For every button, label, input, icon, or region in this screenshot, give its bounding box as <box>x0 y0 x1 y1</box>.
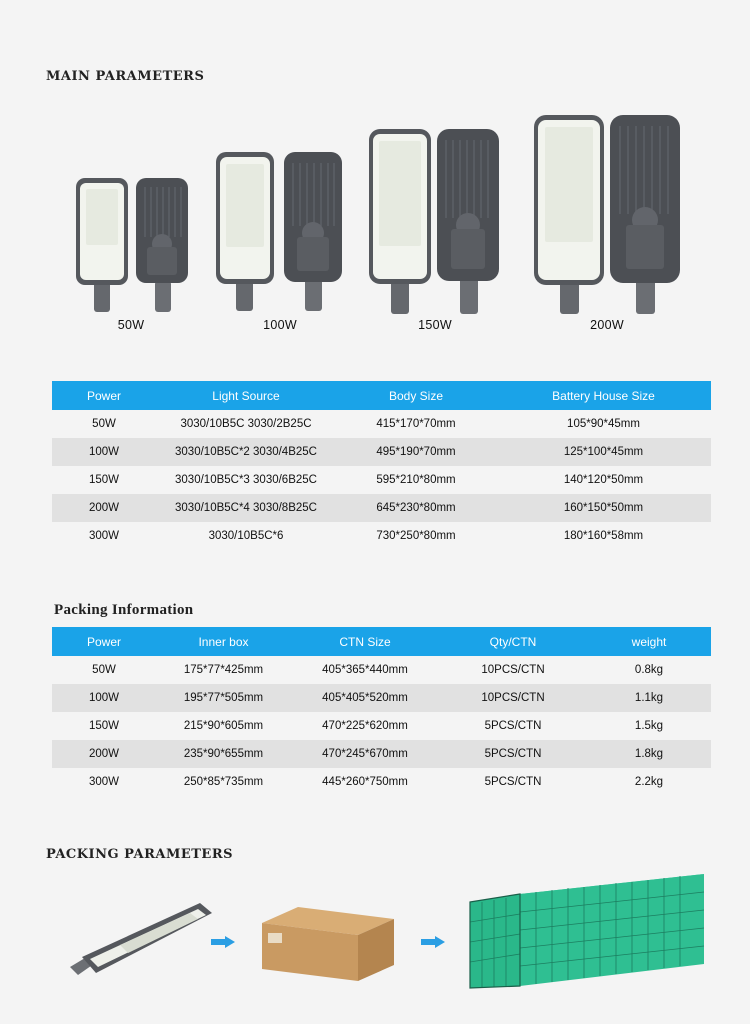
table-cell: 125*100*45mm <box>496 438 711 466</box>
table-cell: 495*190*70mm <box>336 438 496 466</box>
table-cell: 100W <box>52 684 156 712</box>
table-cell: 445*260*750mm <box>291 768 439 796</box>
table-cell: 300W <box>52 768 156 796</box>
spec-table <box>52 381 711 550</box>
table-cell: 250*85*735mm <box>156 768 291 796</box>
table-cell: 415*170*70mm <box>336 410 496 438</box>
table-cell: 200W <box>52 494 156 522</box>
table-cell: 175*77*425mm <box>156 656 291 684</box>
table-row <box>52 740 711 768</box>
table-row <box>52 466 711 494</box>
column-header: Power <box>52 627 156 656</box>
table-row <box>52 768 711 796</box>
table-cell: 50W <box>52 656 156 684</box>
table-cell: 645*230*80mm <box>336 494 496 522</box>
table-cell: 1.5kg <box>587 712 711 740</box>
column-header: Power <box>52 381 156 410</box>
packing-table <box>52 627 711 796</box>
lamp-100w-back <box>283 151 343 311</box>
packing-information-heading: Packing Information <box>54 602 194 618</box>
table-row <box>52 684 711 712</box>
table-cell: 1.1kg <box>587 684 711 712</box>
table-cell: 5PCS/CTN <box>439 768 587 796</box>
table-cell: 195*77*505mm <box>156 684 291 712</box>
table-cell: 3030/10B5C*3 3030/6B25C <box>156 466 336 494</box>
table-row <box>52 410 711 438</box>
table-cell: 1.8kg <box>587 740 711 768</box>
table-cell: 160*150*50mm <box>496 494 711 522</box>
table-cell: 50W <box>52 410 156 438</box>
container-load-illustration <box>468 872 708 995</box>
packing-parameters-heading: PACKING PARAMETERS <box>46 847 234 862</box>
table-cell: 10PCS/CTN <box>439 656 587 684</box>
column-header: Qty/CTN <box>439 627 587 656</box>
column-header: weight <box>587 627 711 656</box>
packing-table-header <box>52 627 711 656</box>
table-cell: 0.8kg <box>587 656 711 684</box>
table-cell: 595*210*80mm <box>336 466 496 494</box>
column-header: Inner box <box>156 627 291 656</box>
column-header: Body Size <box>336 381 496 410</box>
column-header: CTN Size <box>291 627 439 656</box>
table-cell: 200W <box>52 740 156 768</box>
table-cell: 3030/10B5C 3030/2B25C <box>156 410 336 438</box>
carton-box-illustration <box>258 905 398 988</box>
lamp-150w-back <box>436 128 500 314</box>
lamp-50w-front <box>75 177 129 312</box>
table-cell: 5PCS/CTN <box>439 740 587 768</box>
table-cell: 180*160*58mm <box>496 522 711 550</box>
lamp-50w-back <box>135 177 189 312</box>
table-row <box>52 494 711 522</box>
table-cell: 5PCS/CTN <box>439 712 587 740</box>
table-row <box>52 656 711 684</box>
product-label-200w: 200W <box>590 318 624 332</box>
table-cell: 470*245*670mm <box>291 740 439 768</box>
table-cell: 3030/10B5C*2 3030/4B25C <box>156 438 336 466</box>
table-row <box>52 438 711 466</box>
table-cell: 235*90*655mm <box>156 740 291 768</box>
table-cell: 3030/10B5C*4 3030/8B25C <box>156 494 336 522</box>
table-cell: 105*90*45mm <box>496 410 711 438</box>
column-header: Battery House Size <box>496 381 711 410</box>
product-images <box>0 110 750 332</box>
main-parameters-heading: MAIN PARAMETERS <box>46 69 205 84</box>
product-label-50w: 50W <box>117 318 145 332</box>
table-cell: 470*225*620mm <box>291 712 439 740</box>
table-row <box>52 712 711 740</box>
table-row <box>52 522 711 550</box>
table-cell: 215*90*605mm <box>156 712 291 740</box>
table-cell: 140*120*50mm <box>496 466 711 494</box>
lamp-200w-front <box>533 114 605 314</box>
table-cell: 150W <box>52 466 156 494</box>
product-label-100w: 100W <box>263 318 297 332</box>
lamp-150w-front <box>368 128 432 314</box>
table-cell: 100W <box>52 438 156 466</box>
spec-table-header <box>52 381 711 410</box>
street-light-illustration <box>60 895 220 990</box>
table-cell: 2.2kg <box>587 768 711 796</box>
product-label-150w: 150W <box>418 318 452 332</box>
column-header: Light Source <box>156 381 336 410</box>
arrow-right-icon <box>421 935 445 951</box>
table-cell: 3030/10B5C*6 <box>156 522 336 550</box>
table-cell: 405*405*520mm <box>291 684 439 712</box>
table-cell: 10PCS/CTN <box>439 684 587 712</box>
arrow-right-icon <box>211 935 235 951</box>
table-cell: 405*365*440mm <box>291 656 439 684</box>
table-cell: 730*250*80mm <box>336 522 496 550</box>
lamp-100w-front <box>215 151 275 311</box>
table-cell: 300W <box>52 522 156 550</box>
table-cell: 150W <box>52 712 156 740</box>
lamp-200w-back <box>609 114 681 314</box>
